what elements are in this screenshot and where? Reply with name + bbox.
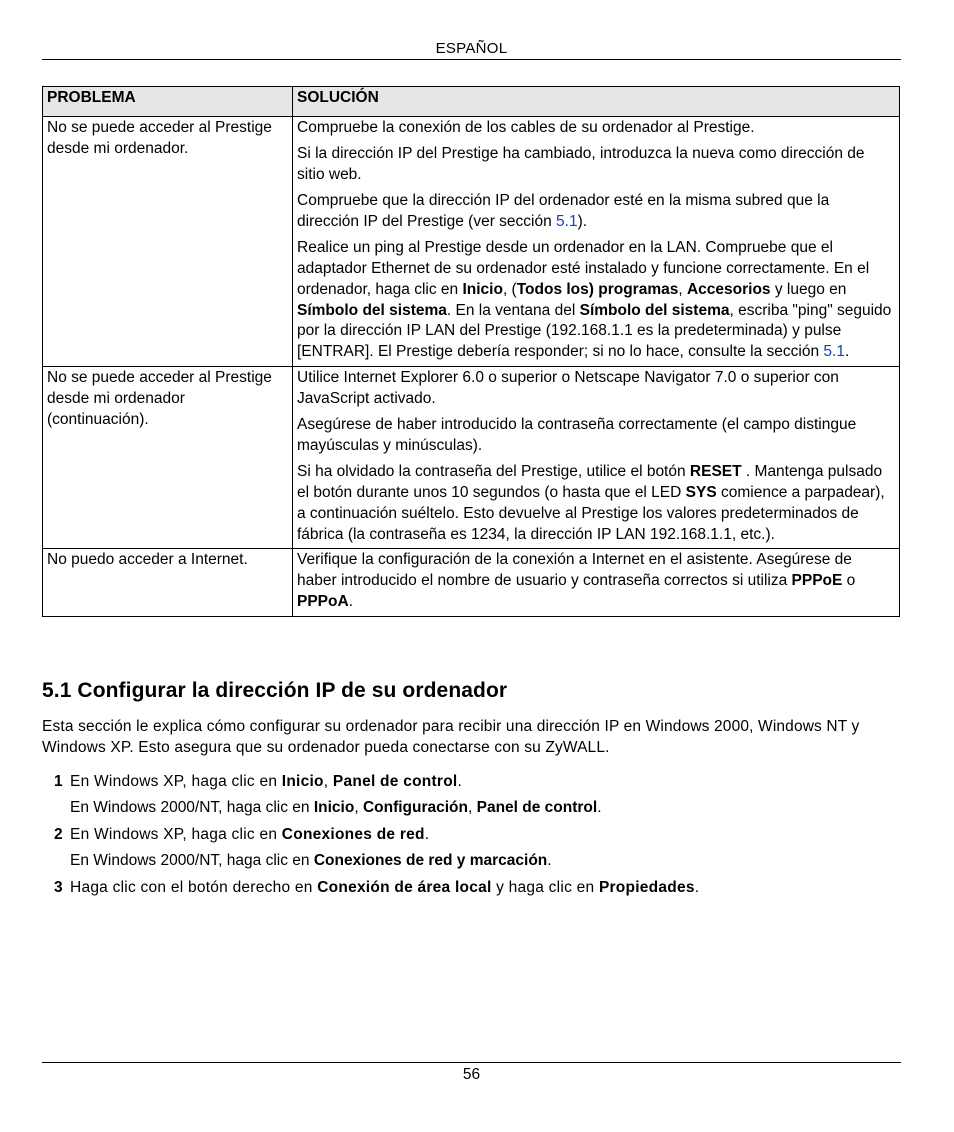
page-number: 56 [462, 1066, 481, 1083]
text-segment: Compruebe que la dirección IP del ordenador esté en la misma subred que la dirección IP del Prestige (ver sección [297, 192, 830, 230]
bold-term: Panel de control [332, 773, 458, 790]
section-reference-link[interactable]: 5.1 [556, 212, 578, 230]
problem-cell: No se puede acceder al Prestige desde mi ordenador. [43, 116, 293, 366]
text-segment: , escriba "ping" seguido por la dirección IP LAN del Prestige (192.168.1.1 es la predeterminada) y pulse [ENTRAR]. El Prestige debería responder; si no lo hace, consulte la sección [297, 301, 892, 361]
table-header-row [43, 87, 900, 117]
text-segment: , [678, 280, 687, 298]
footer-rule [42, 1062, 901, 1063]
solution-paragraph [297, 368, 895, 410]
text-segment: Utilice Internet Explorer 6.0 o superior o Netscape Navigator 7.0 o superior con JavaScript activado. [297, 369, 839, 407]
section-intro: Esta sección le explica cómo configurar su ordenador para recibir una dirección IP en Windows 2000, Windows NT y Windows XP. Esto asegura que su ordenador pueda conectarse con su ZyWALL. [42, 718, 860, 756]
text-segment: ). [577, 212, 588, 230]
text-segment: y haga clic en [491, 879, 599, 896]
text-segment: . [348, 593, 353, 611]
solution-paragraph [297, 118, 895, 139]
text-segment: , [354, 799, 363, 816]
step-number: 3 [54, 879, 63, 896]
text-segment: . Mantenga pulsado el botón durante unos 10 segundos (o hasta que el LED [297, 463, 883, 502]
bold-term: Accesorios [686, 280, 771, 298]
bold-term: Conexión de área local [317, 879, 492, 896]
text-segment: . En la ventana del [446, 301, 580, 319]
text-segment: o [842, 572, 856, 590]
text-segment: Si ha olvidado la contraseña del Prestige, utilice el botón [297, 463, 690, 481]
header-rule [42, 59, 901, 60]
text-segment: . [844, 343, 850, 361]
step-item [42, 824, 901, 845]
text-segment: , [468, 799, 477, 816]
text-segment: Asegúrese de haber introducido la contraseña correctamente (el campo distingue mayúsculas y minúsculas). [297, 416, 857, 454]
table-row [43, 367, 900, 549]
solution-paragraph [297, 144, 895, 186]
step-subitem [42, 797, 901, 818]
text-segment: , ( [502, 280, 517, 298]
bold-term: Conexiones de red y marcación [313, 852, 548, 869]
text-segment: . [547, 852, 552, 869]
solution-paragraph [297, 238, 895, 363]
text-segment: Verifique la configuración de la conexión a Internet en el asistente. Asegúrese de haber introducido el nombre de usuario y contraseña correctos si utiliza [297, 551, 852, 590]
bold-term: Inicio [462, 280, 503, 298]
bold-term: Configuración [362, 799, 468, 816]
step-item [42, 877, 901, 898]
bold-term: SYS [685, 484, 717, 502]
table-body [43, 116, 900, 616]
bold-term: Todos los) programas [516, 280, 679, 298]
table-row [43, 549, 900, 616]
text-segment: . [597, 799, 602, 816]
text-segment: . [457, 773, 463, 790]
step-number: 2 [54, 826, 63, 843]
step-subitem [42, 850, 901, 871]
solution-paragraph [297, 462, 895, 545]
bold-term: Símbolo del sistema [297, 301, 447, 319]
solution-cell [293, 367, 900, 549]
text-segment: . [694, 879, 700, 896]
bold-term: Símbolo del sistema [579, 301, 730, 319]
text-segment: Si la dirección IP del Prestige ha cambiado, introduzca la nueva como dirección de sitio web. [297, 145, 865, 183]
step-number: 1 [54, 773, 63, 790]
section-title: 5.1 Configurar la dirección IP de su ordenador [42, 679, 508, 702]
bold-term: Conexiones de red [281, 826, 425, 843]
troubleshooting-table [42, 86, 900, 617]
bold-term: Inicio [281, 773, 324, 790]
problem-cell: No se puede acceder al Prestige desde mi ordenador (continuación). [43, 367, 293, 549]
section-reference-link[interactable]: 5.1 [823, 343, 845, 361]
bold-term: Inicio [313, 799, 355, 816]
text-segment: comience a parpadear), a continuación suéltelo. Esto devuelve al Prestige los valores predeterminados de fábrica (la contraseña es 1234, la dirección IP LAN 192.168.1.1, etc.). [297, 484, 885, 543]
steps-list [42, 771, 901, 898]
text-segment: , [323, 773, 333, 790]
solution-cell [293, 549, 900, 616]
bold-term: PPPoA [297, 593, 349, 611]
header-language: ESPAÑOL [435, 40, 508, 57]
step-item [42, 771, 901, 792]
solution-paragraph [297, 550, 895, 612]
text-segment: Haga clic con el botón derecho en [70, 879, 318, 896]
text-segment: Realice un ping al Prestige desde un ordenador en la LAN. Compruebe que el adaptador Ethernet de su ordenador esté instalado y funcione correctamente. En el ordenador, haga clic en [297, 239, 870, 298]
text-segment: En Windows XP, haga clic en [70, 773, 282, 790]
column-header-solution: SOLUCIÓN [293, 87, 900, 117]
solution-paragraph [297, 415, 895, 457]
column-header-problem: PROBLEMA [43, 87, 293, 117]
text-segment: y luego en [770, 280, 847, 298]
text-segment: En Windows 2000/NT, haga clic en [70, 852, 314, 869]
text-segment: . [424, 826, 430, 843]
text-segment: En Windows 2000/NT, haga clic en [70, 799, 314, 816]
bold-term: Panel de control [476, 799, 598, 816]
text-segment: En Windows XP, haga clic en [70, 826, 282, 843]
solution-paragraph [297, 191, 895, 233]
problem-cell: No puedo acceder a Internet. [43, 549, 293, 616]
bold-term: Propiedades [598, 879, 695, 896]
text-segment: Compruebe la conexión de los cables de su ordenador al Prestige. [297, 118, 755, 136]
table-row [43, 116, 900, 366]
solution-cell [293, 116, 900, 366]
bold-term: RESET [689, 463, 742, 481]
bold-term: PPPoE [791, 572, 843, 590]
